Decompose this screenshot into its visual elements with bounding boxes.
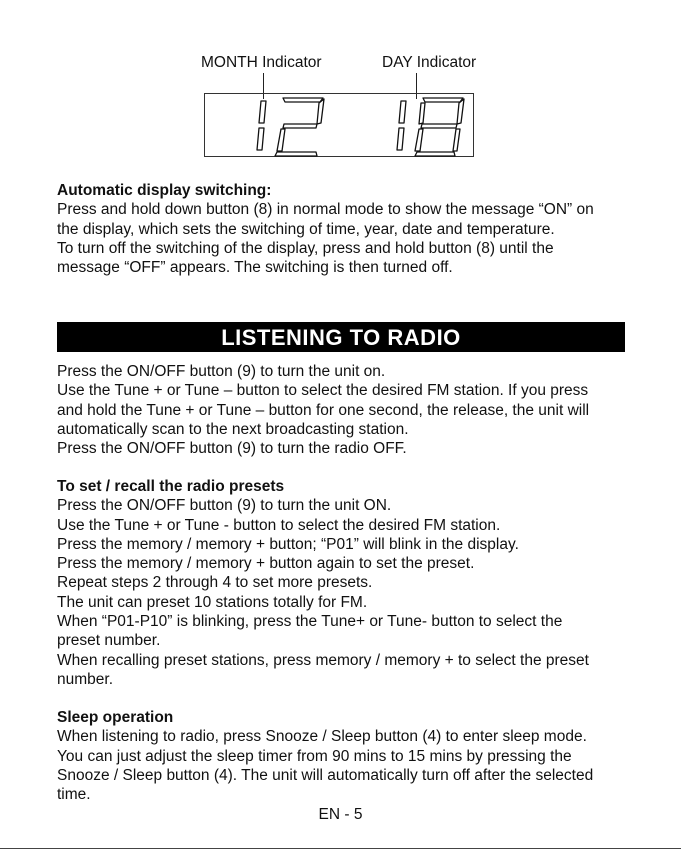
radio-intro-line: Use the Tune + or Tune – button to select the desired FM station. If you press xyxy=(57,382,589,400)
auto-switching-line: the display, which sets the switching of time, year, date and temperature. xyxy=(57,220,555,238)
presets-line: The unit can preset 10 stations totally for FM. xyxy=(57,593,368,611)
presets-line: Repeat steps 2 through 4 to set more presets. xyxy=(57,574,373,592)
day-indicator-label: DAY Indicator xyxy=(382,54,477,71)
radio-intro-line: automatically scan to the next broadcasting station. xyxy=(57,420,409,438)
bottom-rule xyxy=(0,848,681,849)
presets-section xyxy=(57,477,632,689)
day-digit-8 xyxy=(415,98,464,156)
presets-line: Use the Tune + or Tune - button to select the desired FM station. xyxy=(57,516,501,534)
page-number: EN - 5 xyxy=(318,806,363,823)
radio-intro-section xyxy=(57,362,632,458)
lcd-digits-graphic xyxy=(205,94,475,158)
auto-switching-line: message “OFF” appears. The switching is then turned off. xyxy=(57,259,453,277)
auto-switching-line: To turn off the switching of the display, press and hold button (8) until the xyxy=(57,239,554,257)
sleep-section xyxy=(57,708,632,804)
presets-heading: To set / recall the radio presets xyxy=(57,478,285,495)
lcd-display xyxy=(204,93,474,157)
section-banner: LISTENING TO RADIO xyxy=(57,322,625,352)
presets-line: Press the ON/OFF button (9) to turn the unit ON. xyxy=(57,497,392,515)
sleep-line: time. xyxy=(57,786,91,804)
presets-line: When recalling preset stations, press memory / memory + to select the preset xyxy=(57,651,589,669)
auto-switching-section xyxy=(57,181,632,277)
month-indicator-label: MONTH Indicator xyxy=(201,54,322,71)
auto-switching-heading: Automatic display switching: xyxy=(57,182,272,199)
auto-switching-line: Press and hold down button (8) in normal mode to show the message “ON” on xyxy=(57,201,594,219)
sleep-line: You can just adjust the sleep timer from 90 mins to 15 mins by pressing the xyxy=(57,747,572,765)
sleep-heading: Sleep operation xyxy=(57,709,174,726)
presets-line: number. xyxy=(57,670,114,688)
presets-line: When “P01-P10” is blinking, press the Tune+ or Tune- button to select the xyxy=(57,613,563,631)
month-digit-2 xyxy=(275,98,324,156)
presets-line: Press the memory / memory + button; “P01” will blink in the display. xyxy=(57,535,519,553)
sleep-line: When listening to radio, press Snooze / Sleep button (4) to enter sleep mode. xyxy=(57,728,587,746)
radio-intro-line: Press the ON/OFF button (9) to turn the radio OFF. xyxy=(57,440,407,458)
day-digit-1 xyxy=(397,101,406,150)
sleep-line: Snooze / Sleep button (4). The unit will automatically turn off after the selected xyxy=(57,766,594,784)
radio-intro-line: Press the ON/OFF button (9) to turn the unit on. xyxy=(57,363,386,380)
month-digit-1 xyxy=(257,101,266,150)
presets-line: preset number. xyxy=(57,632,161,650)
radio-intro-line: and hold the Tune + or Tune – button for one second, the release, the unit will xyxy=(57,401,590,419)
presets-line: Press the memory / memory + button again to set the preset. xyxy=(57,555,475,573)
